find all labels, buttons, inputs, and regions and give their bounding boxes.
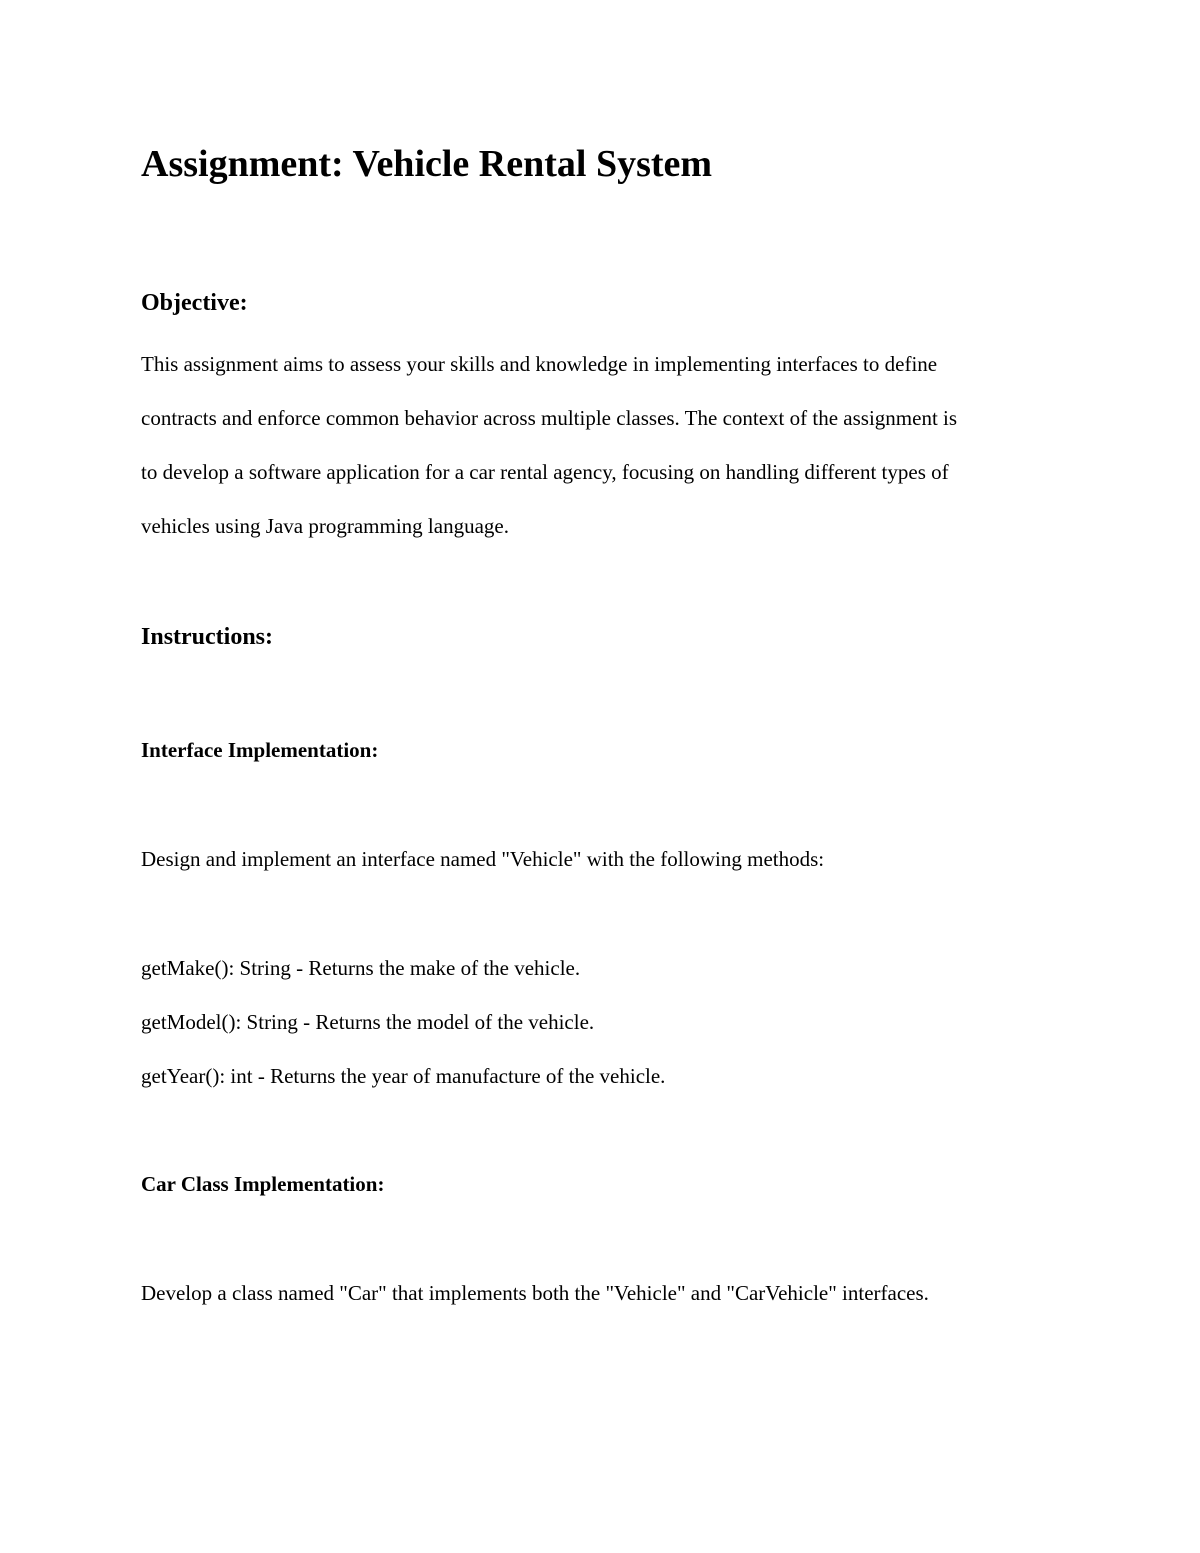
objective-line-4: vehicles using Java programming language. (141, 514, 509, 538)
method-get-make: getMake(): String - Returns the make of the vehicle. (141, 956, 581, 980)
objective-line-2: contracts and enforce common behavior across multiple classes. The context of the assignment is (141, 406, 958, 430)
interface-intro: Design and implement an interface named "Vehicle" with the following methods: (141, 847, 825, 871)
document-title: Assignment: Vehicle Rental System (141, 143, 713, 185)
objective-line-1: This assignment aims to assess your skills and knowledge in implementing interfaces to define (141, 352, 938, 376)
car-class-text: Develop a class named "Car" that implements both the "Vehicle" and "CarVehicle" interfaces. (141, 1281, 929, 1305)
method-get-model: getModel(): String - Returns the model of the vehicle. (141, 1010, 595, 1034)
objective-line-3: to develop a software application for a car rental agency, focusing on handling different types of (141, 460, 949, 484)
car-class-heading: Car Class Implementation: (141, 1172, 385, 1196)
instructions-heading: Instructions: (141, 624, 274, 650)
interface-implementation-heading: Interface Implementation: (141, 738, 379, 762)
method-get-year: getYear(): int - Returns the year of manufacture of the vehicle. (141, 1064, 666, 1088)
objective-heading: Objective: (141, 290, 248, 316)
